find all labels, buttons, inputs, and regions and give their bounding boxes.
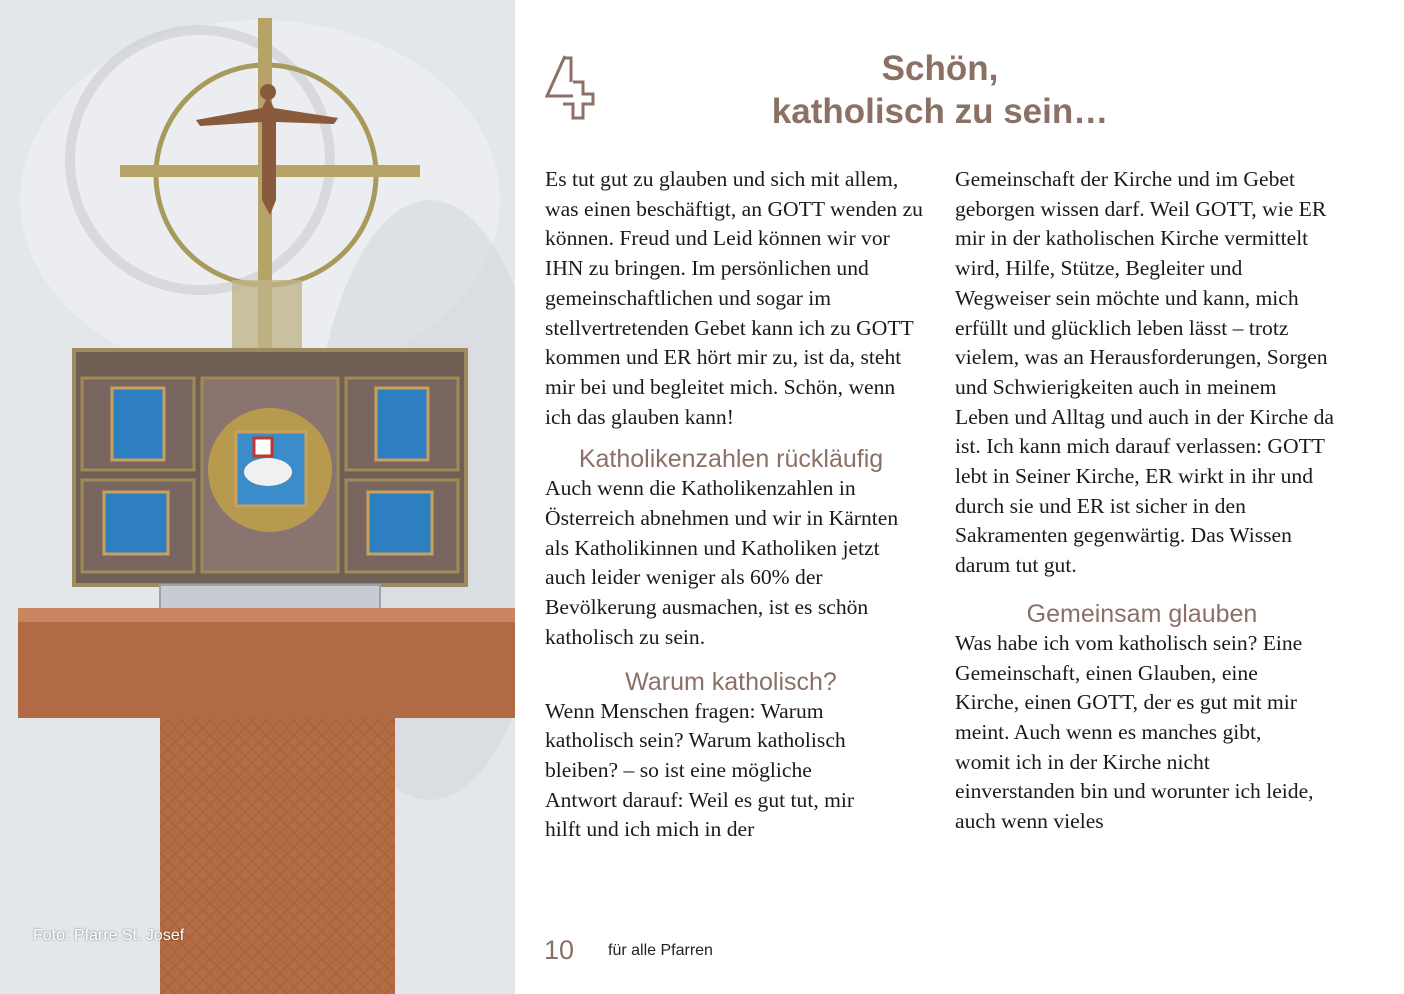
page-title — [640, 47, 1240, 133]
heading-warum-katholisch: Warum katholisch? — [625, 667, 837, 696]
title-line-2: katholisch zu sein… — [771, 92, 1109, 131]
paragraph-gemeinsam-glauben: Was habe ich vom katholisch sein? Eine Gemeinschaft, einen Glauben, eine Kirche, einen GOTT, der es gut mit mir meint. Auch wenn es manches gibt, womit ich in der Kirche nicht einverstanden bin und worunter ich leide, auch wenn vieles — [955, 630, 1314, 834]
title-line-1: Schön, — [881, 49, 999, 88]
intro-paragraph: Es tut gut zu glauben und sich mit allem, was einen beschäftigt, an GOTT wenden zu können. Freud und Leid können wir vor IHN zu bringen. Im persönlichen und gemeinschaftlichen und sogar im stellvertretenden Gebet kann ich zu GOTT kommen und ER hört mir zu, ist da, steht mir bei und begleitet mich. Schön, wenn ich das glauben kann! — [545, 167, 923, 429]
section-four-icon — [543, 52, 597, 124]
tabernacle-illustration — [0, 0, 515, 994]
paragraph-gemeinschaft: Gemeinschaft der Kirche und im Gebet geborgen wissen darf. Weil GOTT, wie ER mir in der katholischen Kirche vermittelt wird, Hilfe, Stütze, Begleiter und Wegweiser sein möchte und kann, mich erfüllt und glücklich leben lässt – trotz vielem, was an Herausforderungen, Sorgen und Schwierigkeiten auch in meinem Leben und Alltag und auch in der Kirche da ist. Ich kann mich darauf verlassen: GOTT lebt in Seiner Kirche, ER wirkt in ihr und durch sie und ER ist sicher in den Sakramenten gegenwärtig. Das Wissen darum tut gut. — [955, 167, 1334, 578]
tabernacle-photo — [0, 0, 515, 994]
paragraph-katholikenzahlen: Auch wenn die Katholikenzahlen in Österreich abnehmen und wir in Kärnten als Katholikinnen und Katholiken jetzt auch leider weniger als 60% der Bevölkerung ausmachen, ist es schön katholisch zu sein. — [545, 476, 899, 649]
heading-gemeinsam-glauben: Gemeinsam glauben — [1026, 599, 1258, 628]
paragraph-warum-katholisch: Wenn Menschen fragen: Warum katholisch sein? Warum katholisch bleiben? – so ist eine mögliche Antwort darauf: Weil es gut tut, mir hilft und ich mich in der — [545, 698, 855, 842]
heading-katholikenzahlen: Katholikenzahlen rückläufig — [578, 445, 884, 474]
left-column — [545, 165, 930, 845]
page-number: 10 — [544, 935, 575, 965]
photo-credit: Foto: Pfarre St. Josef — [33, 927, 185, 944]
footer-text: für alle Pfarren — [608, 942, 713, 959]
right-column — [955, 165, 1340, 837]
